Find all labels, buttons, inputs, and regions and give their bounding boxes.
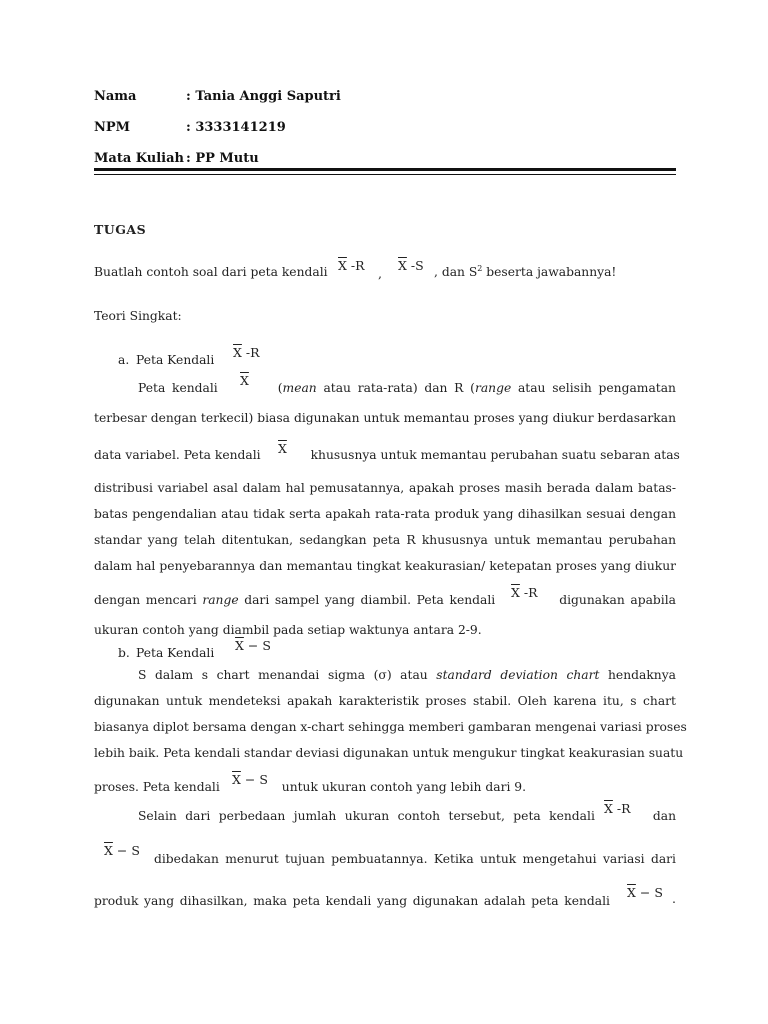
header-rule-thin <box>94 174 676 175</box>
text-segment: S dalam s chart menandai sigma (σ) atau <box>138 668 428 682</box>
section-b-title: Peta Kendali <box>136 646 215 660</box>
name-value: : Tania Anggi Saputri <box>186 89 341 104</box>
closing-line-1 <box>138 808 676 824</box>
para-b-line-5 <box>94 779 526 795</box>
assignment-title: TUGAS <box>94 222 147 237</box>
text-segment: dari sampel yang diambil. Peta kendali <box>244 593 496 607</box>
para-b-line-2: digunakan untuk mendeteksi apakah karakteristik proses stabil. Oleh karena itu, s chart <box>94 694 676 708</box>
course-value: : PP Mutu <box>186 151 259 166</box>
name-label: Nama <box>94 89 137 104</box>
para-a-line-6: standar yang telah ditentukan, sedangkan peta R khususnya untuk memantau perubahan <box>94 533 676 547</box>
npm-label: NPM <box>94 120 131 135</box>
intro-after-text: , dan S <box>434 265 478 279</box>
para-a-line-2: terbesar dengan terkecil) biasa digunakan untuk memantau proses yang diukur berdasarkan <box>94 411 676 425</box>
name-row <box>94 89 341 104</box>
symbol-xbar-s: $\overline{X}$ -S <box>398 258 424 273</box>
para-b-line-4: lebih baik. Peta kendali standar deviasi digunakan untuk mengukur tingkat keakurasian suatu <box>94 746 684 760</box>
intro-end-text: beserta jawabannya! <box>482 265 617 279</box>
theory-heading: Teori Singkat: <box>94 309 182 323</box>
text-segment: data variabel. Peta kendali <box>94 448 261 462</box>
text-segment: untuk ukuran contoh yang lebih dari 9. <box>281 780 527 794</box>
para-a-line-4: distribusi variabel asal dalam hal pemusatannya, apakah proses masih berada dalam batas- <box>94 481 676 495</box>
para-a-line-9: ukuran contoh yang diambil pada setiap waktunya antara 2-9. <box>94 623 482 637</box>
italic-range: range <box>474 381 512 395</box>
symbol-xbar-minus-s: $\overline{X} - S$ <box>232 772 268 787</box>
intro-superscript: 2 <box>477 263 483 273</box>
text-segment: Peta kendali <box>138 381 218 395</box>
text-segment: atau rata-rata) dan R ( <box>323 381 475 395</box>
para-a-line-1: Peta kendali (mean atau rata-rata) dan R (range atau selisih pengamatan <box>138 381 676 395</box>
italic-mean: mean <box>282 381 317 395</box>
section-a-marker: a. <box>118 353 130 367</box>
symbol-xbar-r: $\overline{X}$ -R <box>604 801 631 816</box>
para-a-line-7: dalam hal penyebarannya dan memantau tingkat keakurasian/ ketepatan proses yang diukur <box>94 559 676 573</box>
section-b-heading <box>118 645 214 661</box>
closing-line-2: dibedakan menurut tujuan pembuatannya. Ketika untuk mengetahui variasi dari <box>154 852 676 866</box>
text-segment: atau selisih pengamatan <box>517 381 676 395</box>
npm-value: : 3333141219 <box>186 120 286 135</box>
intro-comma: , <box>378 266 382 281</box>
italic-standard-deviation-chart: standard deviation chart <box>436 668 600 682</box>
text-segment: dengan mencari <box>94 593 197 607</box>
symbol-xr-rest: -R <box>346 258 365 273</box>
text-segment: proses. Peta kendali <box>94 780 220 794</box>
symbol-xbar-minus-s: $\overline{X} - S$ <box>235 638 271 653</box>
italic-range: range <box>202 593 239 607</box>
course-label: Mata Kuliah <box>94 151 184 166</box>
closing-period: . <box>672 891 676 906</box>
intro-after <box>434 264 616 280</box>
symbol-xbar-r: $\overline{X}$ -R <box>338 258 365 273</box>
section-a-title: Peta Kendali <box>136 353 215 367</box>
para-a-line-8 <box>94 592 676 608</box>
text-segment: dan <box>652 809 676 823</box>
para-b-line-1 <box>138 667 676 683</box>
symbol-xbar-minus-s: $\overline{X} - S$ <box>104 843 140 858</box>
course-row <box>94 151 259 166</box>
section-b-marker: b. <box>118 646 130 660</box>
header-rule-thick <box>94 168 676 171</box>
text-segment: hendaknya <box>608 668 676 682</box>
npm-row <box>94 120 286 135</box>
symbol-xbar: $\overline{X}$ <box>278 441 287 456</box>
section-a-heading <box>118 352 214 368</box>
para-a-line-3 <box>94 447 680 463</box>
para-a-line-5: batas pengendalian atau tidak serta apakah rata-rata produk yang dihasilkan sesuai dengan <box>94 507 676 521</box>
symbol-xbar-r: $\overline{X}$ -R <box>511 585 538 600</box>
text-segment: digunakan apabila <box>559 593 676 607</box>
symbol-xbar: $\overline{X}$ <box>240 373 249 388</box>
closing-line-3: produk yang dihasilkan, maka peta kendali yang digunakan adalah peta kendali <box>94 894 610 908</box>
symbol-xbar-minus-s: $\overline{X} - S$ <box>627 885 663 900</box>
intro-before: Buatlah contoh soal dari peta kendali <box>94 265 328 279</box>
symbol-xbar-r: $\overline{X}$ -R <box>233 345 260 360</box>
para-b-line-3: biasanya diplot bersama dengan x-chart sehingga memberi gambaran mengenai variasi proses <box>94 720 687 734</box>
text-segment: Selain dari perbedaan jumlah ukuran contoh tersebut, peta kendali <box>138 809 595 823</box>
text-segment: khususnya untuk memantau perubahan suatu sebaran atas <box>310 448 680 462</box>
